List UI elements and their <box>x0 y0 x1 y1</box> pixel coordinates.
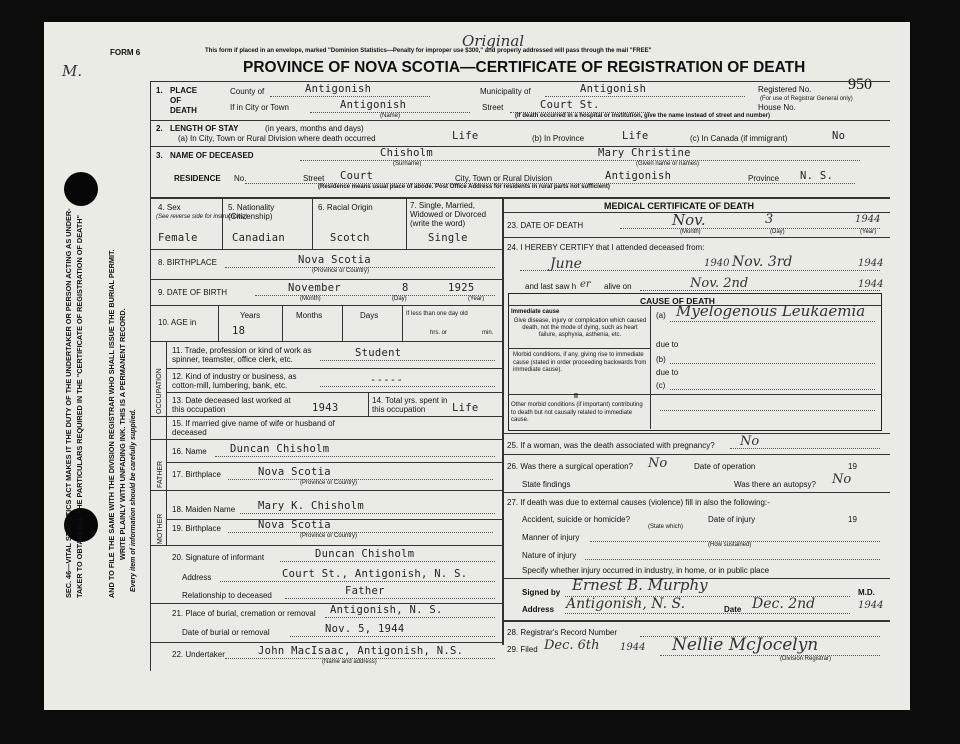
death-day-caption: (Day) <box>770 229 785 235</box>
due-to-2: due to <box>656 368 679 377</box>
op-date-label: Date of operation <box>694 462 756 471</box>
dob-day: 8 <box>402 282 409 294</box>
hospital-note: (If death occurred in a hospital or institution, give the name instead of street and number) <box>515 113 771 119</box>
informant-sig-label: 20. Signature of informant <box>172 553 265 562</box>
registered-note: (For use of Registrar General only) <box>760 96 853 102</box>
margin-mark: M. <box>62 62 83 80</box>
last-saw-date: Nov. 2nd <box>690 276 749 291</box>
birthplace-caption: (Province or Country) <box>312 268 370 274</box>
dob-year: 1925 <box>448 282 475 294</box>
origin-value: Scotch <box>330 232 370 244</box>
sustained-caption: (How sustained) <box>708 542 752 548</box>
medical-title: MEDICAL CERTIFICATE OF DEATH <box>604 201 754 211</box>
filed-year: 1944 <box>620 642 646 653</box>
given-caption: (Given name or names) <box>636 161 700 167</box>
age-months-label: Months <box>296 311 323 320</box>
last-worked-value: 1943 <box>312 402 339 414</box>
informant-address-label: Address <box>182 573 212 582</box>
undertaker-label: 22. Undertaker <box>172 650 225 659</box>
nature-label: Nature of injury <box>522 551 577 560</box>
sex-label: 4. Sex <box>158 203 181 212</box>
res-no-label: No. <box>234 174 247 183</box>
age-years-label: Years <box>240 311 261 320</box>
attended-from: June <box>550 256 582 272</box>
see-instructions: (See reverse side for instructions.) <box>156 214 248 220</box>
registered-no-label: Registered No. <box>758 85 812 94</box>
father-province-caption: (Province or Country) <box>300 480 358 486</box>
month-caption: (Month) <box>300 296 321 302</box>
certify-label: 24. I HEREBY CERTIFY that I attended deceased from: <box>507 243 705 252</box>
item-number: 3. <box>156 151 163 160</box>
surname-caption: (Surname) <box>393 161 422 167</box>
physician-address: Antigonish, N. S. <box>566 596 686 612</box>
sign-year: 1944 <box>858 600 884 611</box>
place-of-death-label: PLACE OF DEATH <box>170 86 198 115</box>
industry-label: 12. Kind of industry or business, as cotton-mill, lumbering, bank, etc. <box>172 372 297 390</box>
origin-label: 6. Racial Origin <box>318 203 373 212</box>
side-text-1: SEC. 46—VITAL STATISTICS ACT MAKES IT THE DUTY OF THE UNDERTAKER OR PERSON ACTING AS UNDER- <box>64 208 73 598</box>
immediate-cause-title: Immediate cause <box>511 309 560 315</box>
roman-two: II <box>574 393 578 400</box>
res-province-label: Province <box>748 174 780 183</box>
stay-a-value: Life <box>452 130 479 142</box>
left-border <box>150 81 151 671</box>
deceased-name-label: NAME OF DECEASED <box>170 151 254 160</box>
other-morbid-label: Other morbid conditions (if important) contributing to death but not causally related to immediate cause. <box>511 402 643 423</box>
death-year: 1944 <box>855 214 881 225</box>
street-value: Court St. <box>540 99 600 111</box>
industry-value: ----- <box>370 374 404 386</box>
stay-b-value: Life <box>622 130 649 142</box>
stay-c-label: (c) In Canada (if immigrant) <box>690 134 788 143</box>
attended-to-year: 1944 <box>858 258 884 269</box>
hrs-label: hrs. or <box>430 330 448 336</box>
marital-value: Single <box>428 232 468 244</box>
sign-date-label: Date <box>724 605 742 614</box>
burial-date-label: Date of burial or removal <box>182 628 270 637</box>
city-value: Antigonish <box>340 99 407 111</box>
mother-name-label: 18. Maiden Name <box>172 505 236 514</box>
surname-value: Chisholm <box>380 147 433 159</box>
cause-a-value: Myelogenous Leukaemia <box>676 302 866 320</box>
filed-date: Dec. 6th <box>544 638 600 653</box>
specify-label: Specify whether injury occurred in industry, in home, or in public place <box>522 566 770 575</box>
married-label: 15. If married give name of wife or husband of deceased <box>172 419 335 437</box>
street-label: Street <box>482 103 504 112</box>
year-caption: (Year) <box>468 296 485 302</box>
last-saw-year: 1944 <box>858 279 884 290</box>
page-title: PROVINCE OF NOVA SCOTIA—CERTIFICATE OF REGISTRATION OF DEATH <box>243 59 806 76</box>
state-findings-label: State findings <box>522 480 571 489</box>
side-text-4: WRITE PLAINLY WITH UNFADING INK. THIS IS A PERMANENT RECORD. <box>118 308 127 560</box>
nationality-label: 5. Nationality (Citizenship) <box>228 203 275 221</box>
birthplace-label: 8. BIRTHPLACE <box>158 258 217 267</box>
cause-title: CAUSE OF DEATH <box>640 296 715 306</box>
side-text-5: Every item of information should be carefully supplied. <box>130 409 137 592</box>
municipality-label: Municipality of <box>480 87 531 96</box>
operation-value: No <box>648 456 668 471</box>
mother-birth-label: 19. Birthplace <box>172 524 221 533</box>
relation-label: Relationship to deceased <box>182 591 272 600</box>
injury-year-prefix: 19 <box>848 515 857 524</box>
attended-from-year: 1940 <box>704 258 730 269</box>
trade-label: 11. Trade, profession or kind of work as spinner, teamster, office clerk, etc. <box>172 346 312 364</box>
sex-value: Female <box>158 232 198 244</box>
death-month-caption: (Month) <box>680 229 701 235</box>
item-number: 1. <box>156 86 163 95</box>
rule <box>150 81 890 82</box>
death-month: Nov. <box>672 211 706 229</box>
dob-month: November <box>288 282 341 294</box>
county-label: County of <box>230 87 265 96</box>
marital-label: 7. Single, Married, Widowed or Divorced (write the word) <box>410 201 487 228</box>
form-number: FORM 6 <box>110 48 141 57</box>
record-number-label: 28. Registrar's Record Number <box>507 628 618 637</box>
registered-no: 950 <box>848 76 872 93</box>
operation-label: 26. Was there a surgical operation? <box>507 462 633 471</box>
last-saw-her: er <box>580 279 591 290</box>
md-label: M.D. <box>858 588 875 597</box>
nationality-value: Canadian <box>232 232 285 244</box>
father-birth-label: 17. Birthplace <box>172 470 221 479</box>
given-value: Mary Christine <box>598 147 691 159</box>
physician-signature: Ernest B. Murphy <box>572 576 708 594</box>
undertaker-caption: (Name and address) <box>322 659 377 665</box>
manner-label: Manner of injury <box>522 533 580 542</box>
punch-hole <box>64 172 98 206</box>
last-worked-label: 13. Date deceased last worked at this occupation <box>172 396 291 414</box>
father-name-value: Duncan Chisholm <box>230 443 330 455</box>
father-birth-value: Nova Scotia <box>258 466 331 478</box>
morbid-conditions-label: Morbid conditions, if any, giving rise to immediate cause (stated in order proceeding backwards from immediate cause). <box>513 352 647 373</box>
rule <box>150 197 890 199</box>
envelope-note: This form if placed in an envelope, marked "Dominion Statistics—Penalty for improper use $300," and properly addressed will pass through the mail "FREE" <box>205 48 652 54</box>
informant-address-value: Court St., Antigonish, N. S. <box>282 568 468 580</box>
house-no-label: House No. <box>758 103 796 112</box>
res-province-value: N. S. <box>800 170 834 182</box>
stay-c-value: No <box>832 130 846 142</box>
res-street-label: Street <box>303 174 325 183</box>
immediate-cause-desc: Give disease, injury or complication which caused death, not the mode of dying, such as heart failure, asphyxia, asthenia, etc. <box>513 318 647 338</box>
due-to-1: due to <box>656 340 679 349</box>
informant-sig-value: Duncan Chisholm <box>315 548 415 560</box>
side-text-2: TAKER TO OBTAIN ALL THE PARTICULARS REQUIRED IN THE "CERTIFICATE OF REGISTRATION OF DEATH" <box>75 215 84 598</box>
registrar-signature: Nellie McJocelyn <box>672 635 819 655</box>
undertaker-value: John MacIsaac, Antigonish, N.S. <box>258 645 464 657</box>
father-side-label: FATHER <box>157 460 164 488</box>
attended-to: Nov. 3rd <box>732 254 793 270</box>
autopsy-label: Was there an autopsy? <box>734 480 816 489</box>
original-stamp: Original <box>462 32 525 50</box>
stay-sub: (in years, months and days) <box>265 124 364 133</box>
burial-place-label: 21. Place of burial, cremation or removal <box>172 609 316 618</box>
res-city-label: City, Town or Rural Division <box>455 174 553 183</box>
length-of-stay-label: LENGTH OF STAY <box>170 124 239 133</box>
occupation-side-label: OCCUPATION <box>156 368 163 414</box>
county-value: Antigonish <box>305 83 372 95</box>
stay-a-label: (a) In City, Town or Rural Division where death occurred <box>178 134 376 143</box>
dob-label: 9. DATE OF BIRTH <box>158 288 228 297</box>
side-text-3: AND TO FILE THE SAME WITH THE DIVISION REGISTRAR WHO SHALL ISSUE THE BURIAL PERMIT. <box>107 249 116 598</box>
sign-date-value: Dec. 2nd <box>752 596 816 612</box>
stay-b-label: (b) In Province <box>532 134 585 143</box>
age-years-value: 18 <box>232 325 246 337</box>
total-years-label: 14. Total yrs. spent in this occupation <box>372 396 448 414</box>
residence-label: RESIDENCE <box>174 174 221 183</box>
res-city-value: Antigonish <box>605 170 672 182</box>
city-label: If in City or Town <box>230 103 289 112</box>
age-days-label: Days <box>360 311 379 320</box>
autopsy-value: No <box>832 472 852 487</box>
pregnancy-label: 25. If a woman, was the death associated with pregnancy? <box>507 441 715 450</box>
age-less-label: If less than one day old <box>406 311 468 317</box>
death-year-caption: (Year) <box>860 229 877 235</box>
name-caption: (Name) <box>380 113 401 119</box>
trade-value: Student <box>355 347 402 359</box>
filed-label: 29. Filed <box>507 645 538 654</box>
death-day: 3 <box>765 212 774 227</box>
which-caption: (State which) <box>648 524 684 530</box>
min-label: min. <box>482 330 494 336</box>
municipality-value: Antigonish <box>580 83 647 95</box>
accident-label: Accident, suicide or homicide? <box>522 515 631 524</box>
rule <box>150 146 890 147</box>
day-caption: (Day) <box>392 296 407 302</box>
relation-value: Father <box>345 585 385 597</box>
op-year-prefix: 19 <box>848 462 857 471</box>
alive-label: alive on <box>604 282 632 291</box>
residence-note: (Residence means usual place of abode. Post Office Address for residents in rural parts not sufficient) <box>318 184 610 190</box>
death-date-label: 23. DATE OF DEATH <box>507 221 584 230</box>
mother-birth-value: Nova Scotia <box>258 519 331 531</box>
father-name-label: 16. Name <box>172 447 207 456</box>
total-years-value: Life <box>452 402 479 414</box>
res-street-value: Court <box>340 170 374 182</box>
physician-address-label: Address <box>522 605 555 614</box>
pregnancy-value: No <box>740 434 760 449</box>
item-number: 2. <box>156 124 163 133</box>
birthplace-value: Nova Scotia <box>298 254 371 266</box>
last-saw-label: and last saw h <box>525 282 577 291</box>
external-causes-label: 27. If death was due to external causes (violence) fill in also the following:- <box>507 498 770 507</box>
burial-place-value: Antigonish, N. S. <box>330 604 443 616</box>
mother-side-label: MOTHER <box>157 513 164 544</box>
age-label: 10. AGE in <box>158 318 197 327</box>
mother-name-value: Mary K. Chisholm <box>258 500 364 512</box>
injury-date-label: Date of injury <box>708 515 756 524</box>
mother-province-caption: (Province or Country) <box>300 533 358 539</box>
signed-by-label: Signed by <box>522 588 561 597</box>
rule <box>150 120 890 121</box>
division-registrar-caption: (Division Registrar) <box>780 656 832 662</box>
burial-date-value: Nov. 5, 1944 <box>325 623 405 635</box>
